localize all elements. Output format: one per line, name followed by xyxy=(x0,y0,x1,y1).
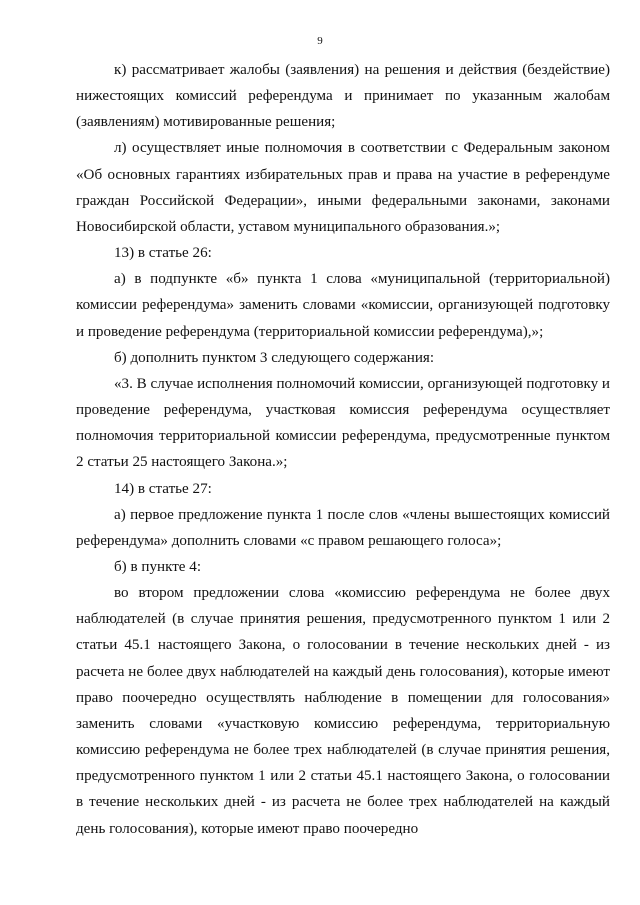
paragraph-article-26-a: а) в подпункте «б» пункта 1 слова «муниципальной (территориальной) комиссии референдума» заменить словами «комиссии, организующей подготовку и проведение референдума (территориальной комиссии референдума),»; xyxy=(76,271,610,340)
paragraph-point-3-quote: «3. В случае исполнения полномочий комиссии, организующей подготовку и проведение референдума, участковая комиссия референдума осуществляет полномочия территориальной комиссии референдума, предусмотренные пунктом 2 статьи 25 настоящего Закона.»; xyxy=(76,375,610,471)
paragraph-article-26-heading: 13) в статье 26: xyxy=(114,245,212,262)
page-number: 9 xyxy=(317,35,323,47)
paragraph-article-27-heading: 14) в статье 27: xyxy=(114,480,212,497)
document-body xyxy=(76,57,610,842)
paragraph-item-k: к) рассматривает жалобы (заявления) на решения и действия (бездействие) нижестоящих комиссий референдума и принимает по указанным жалобам (заявлениям) мотивированные решения; xyxy=(76,62,610,131)
paragraph-second-sentence: во втором предложении слова «комиссию референдума не более двух наблюдателей (в случае принятия решения, предусмотренного пунктом 1 или 2 статьи 45.1 настоящего Закона, о голосовании в течение нескольких дней - из расчета не более двух наблюдателей на каждый день голосования), которые имеют право поочередно осуществлять наблюдение в помещении для голосования» заменить словами «участковую комиссию референдума, территориальную комиссию референдума не более трех наблюдателей (в случае принятия решения, предусмотренного пунктом 1 или 2 статьи 45.1 настоящего Закона, о голосовании в течение нескольких дней - из расчета не более трех наблюдателей на каждый день голосования), которые имеют право поочередно xyxy=(76,585,610,837)
paragraph-article-27-a: а) первое предложение пункта 1 после слов «члены вышестоящих комиссий референдума» дополнить словами «с правом решающего голоса»; xyxy=(76,506,610,549)
paragraph-item-l: л) осуществляет иные полномочия в соответствии с Федеральным законом «Об основных гарантиях избирательных прав и права на участие в референдуме граждан Российской Федерации», иными федеральными законами, законами Новосибирской области, уставом муниципального образования.»; xyxy=(76,140,610,235)
paragraph-article-27-b: б) в пункте 4: xyxy=(114,558,202,575)
paragraph-article-26-b: б) дополнить пунктом 3 следующего содержания: xyxy=(114,349,435,366)
